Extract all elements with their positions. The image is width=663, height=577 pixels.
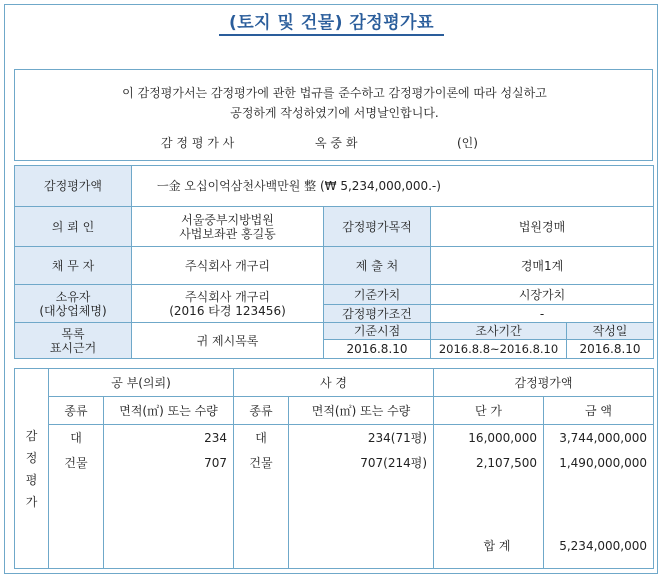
owner-line-2: (2016 타경 123456) [169,303,286,318]
list-label [15,323,132,359]
base-date: 2016.8.10 [324,340,431,359]
row-1-actual-area: 234(71평) [289,425,434,451]
row-2-area: 707 [104,451,234,475]
appraiser-name: 옥 중 화 [315,136,358,150]
list-value: 귀 제시목록 [132,323,324,359]
intro-box [14,69,653,161]
purpose-value: 법원경매 [431,207,654,247]
value-label: 감정평가액 [15,166,132,207]
client-line-2: 사법보좌관 홍길동 [179,226,276,241]
col-area: 면적(㎡) 또는 수량 [104,397,234,425]
empty-cell [234,475,289,525]
value-row [15,166,654,207]
side-char-2: 정 [25,450,38,465]
written-label: 작성일 [567,323,654,340]
row-2-actual-area: 707(214평) [289,451,434,475]
list-label-line-1: 목록 [61,326,85,341]
row-2-unit-price: 2,107,500 [434,451,544,475]
total-amount: 5,234,000,000 [544,525,654,569]
list-row-a [15,323,654,340]
client-row [15,207,654,247]
row-1-actual-kind: 대 [234,425,289,451]
row-2-kind: 건물 [49,451,104,475]
col-kind: 종류 [49,397,104,425]
value-text: ㅡ金 오십이억삼천사백만원 整 (₩ 5,234,000,000.-) [132,166,654,207]
empty-cell [49,475,104,525]
row-1-kind: 대 [49,425,104,451]
table-row [15,425,654,451]
empty-row [15,475,654,525]
submit-value: 경매1계 [431,247,654,285]
owner-label [15,285,132,323]
total-label: 합 계 [434,525,544,569]
survey-label: 조사기간 [431,323,567,340]
row-1-area: 234 [104,425,234,451]
value-header: 감정평가액 [434,369,654,397]
condition-value: - [431,305,654,323]
title-underline [219,34,444,36]
row-1-unit-price: 16,000,000 [434,425,544,451]
purpose-label: 감정평가목적 [324,207,431,247]
row-2-amount: 1,490,000,000 [544,451,654,475]
side-char-3: 평 [25,472,38,487]
empty-cell [434,475,544,525]
col-actual-area: 면적(㎡) 또는 수량 [289,397,434,425]
survey-period: 2016.8.8~2016.8.10 [431,340,567,359]
debtor-value: 주식회사 개구리 [132,247,324,285]
empty-cell [234,525,289,569]
total-row [15,525,654,569]
table-row [15,451,654,475]
row-1-amount: 3,744,000,000 [544,425,654,451]
empty-cell [544,475,654,525]
submit-label: 제 출 처 [324,247,431,285]
basis-value-label: 기준가치 [324,285,431,305]
empty-cell [104,475,234,525]
basis-value: 시장가치 [431,285,654,305]
col-amount: 금 액 [544,397,654,425]
side-char-1: 감 [25,428,38,443]
side-char-4: 가 [25,494,38,509]
actual-header: 사 경 [234,369,434,397]
owner-label-line-2: (대상업체명) [39,303,107,318]
empty-cell [49,525,104,569]
base-date-label: 기준시점 [324,323,431,340]
public-header: 공 부(의뢰) [49,369,234,397]
condition-label: 감정평가조건 [324,305,431,323]
detail-header-row [15,369,654,397]
empty-cell [289,525,434,569]
debtor-row [15,247,654,285]
detail-subheader-row [15,397,654,425]
appraisal-side-label [15,369,49,569]
col-unit-price: 단 가 [434,397,544,425]
owner-line-1: 주식회사 개구리 [185,289,270,304]
summary-table [14,165,654,359]
row-2-actual-kind: 건물 [234,451,289,475]
empty-cell [289,475,434,525]
debtor-label: 채 무 자 [15,247,132,285]
owner-label-line-1: 소유자 [55,289,91,304]
client-value [132,207,324,247]
appraiser-label: 감 정 평 가 사 [161,136,235,150]
intro-line-2: 공정하게 작성하였기에 서명날인합니다. [230,106,439,120]
owner-row-a [15,285,654,305]
client-label: 의 뢰 인 [15,207,132,247]
written-date: 2016.8.10 [567,340,654,359]
owner-value [132,285,324,323]
client-line-1: 서울중부지방법원 [181,212,274,227]
intro-line-1: 이 감정평가서는 감정평가에 관한 법규를 준수하고 감정평가이론에 따라 성실하고 [122,86,547,100]
empty-cell [104,525,234,569]
detail-table [14,368,654,569]
list-label-line-2: 표시근거 [49,340,97,355]
seal-mark: (인) [457,136,478,150]
col-actual-kind: 종류 [234,397,289,425]
page-title: (토지 및 건물) 감정평가표 [228,13,434,33]
